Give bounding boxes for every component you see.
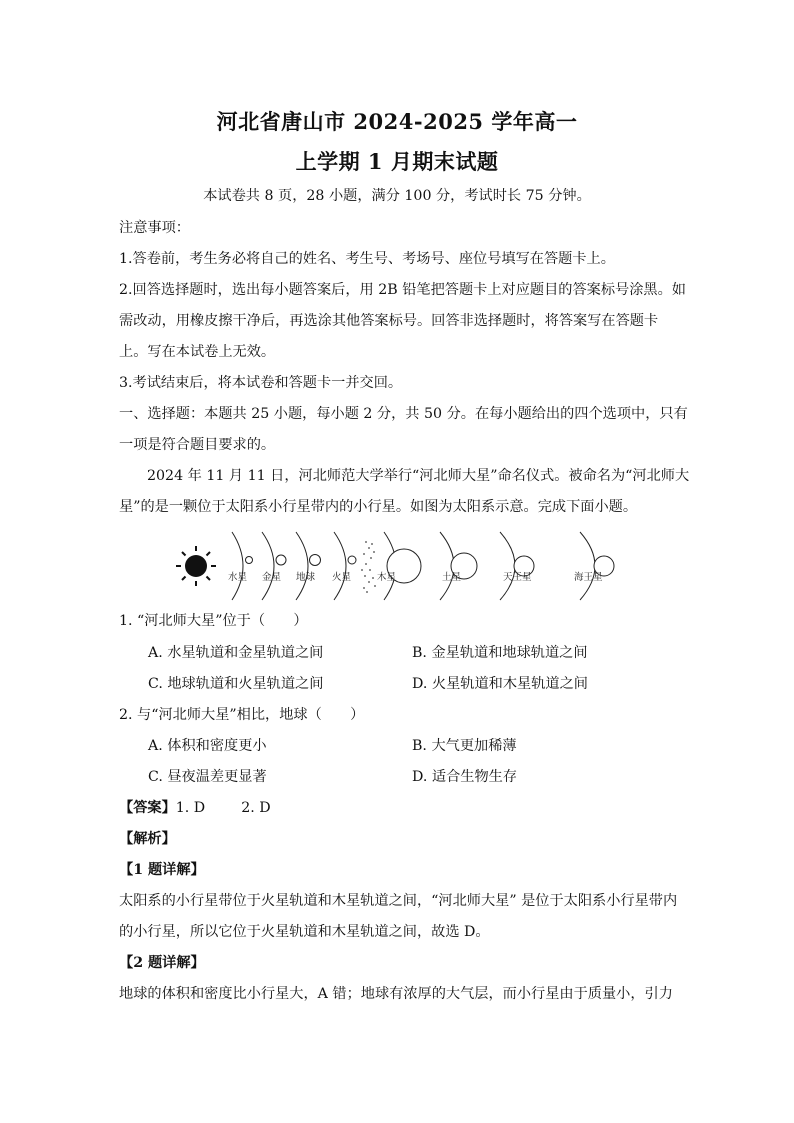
exam-title-line2: 上学期 1 月期末试题 [295,149,499,174]
mars-planet [348,556,356,564]
question-2-stem: 2. 与“河北师大星”相比，地球（ ） [119,707,365,723]
note-line: 需改动，用橡皮擦干净后，再选涂其他答案标号。回答非选择题时，将答案写在答题卡 [119,313,659,329]
mercury-planet [246,557,253,564]
exam-subtitle: 本试卷共 8 页，28 小题，满分 100 分，考试时长 75 分钟。 [203,188,591,204]
earth-label: 地球 [296,572,316,583]
neptune-label: 海王星 [574,572,603,583]
detail1-line: 的小行星，所以它位于火星轨道和木星轨道之间，故选 D。 [119,924,490,940]
answer-label: 【答案】 [119,800,176,816]
q1-option-d: D. 火星轨道和木星轨道之间 [412,676,588,692]
note-line: 1.答卷前，考生务必将自己的姓名、考生号、考场号、座位号填写在答题卡上。 [119,251,615,267]
venus-label: 金星 [262,572,282,583]
mars-label: 火星 [332,572,352,583]
earth-planet [310,555,321,566]
note-line: 2.回答选择题时，选出每小题答案后，用 2B 铅笔把答题卡上对应题目的答案标号涂黑。如 [119,282,686,298]
passage-line: 星”的是一颗位于太阳系小行星带内的小行星。如图为太阳系示意。完成下面小题。 [119,499,638,515]
q1-option-a: A. 水星轨道和金星轨道之间 [148,645,324,661]
saturn-label: 土星 [442,572,462,583]
section-heading-line: 一项是符合题目要求的。 [119,437,276,453]
asteroid-belt [361,541,376,593]
note-line: 上。写在本试卷上无效。 [119,344,276,360]
sun-icon [176,546,216,586]
question-1-stem: 1. “河北师大星”位于（ ） [119,613,308,629]
q2-option-a: A. 体积和密度更小 [148,738,267,754]
jupiter-label: 木星 [377,572,397,583]
solar-system-diagram [170,530,620,602]
venus-planet [276,555,286,565]
detail2-line: 地球的体积和密度比小行星大，A 错；地球有浓厚的大气层，而小行星由于质量小，引力 [119,986,673,1002]
q2-option-b: B. 大气更加稀薄 [412,738,517,754]
mercury-label: 水星 [228,572,248,583]
q2-option-d: D. 适合生物生存 [412,769,518,785]
q2-option-c: C. 昼夜温差更显著 [148,769,267,785]
passage-line: 2024 年 11 月 11 日，河北师范大学举行“河北师大星”命名仪式。被命名为“河北师大 [147,468,690,484]
detail1-line: 太阳系的小行星带位于火星轨道和木星轨道之间，“河北师大星” 是位于太阳系小行星带内 [119,893,678,909]
q1-option-c: C. 地球轨道和火星轨道之间 [148,676,324,692]
note-line: 3.考试结束后，将本试卷和答题卡一并交回。 [119,375,403,391]
detail2-heading: 【2 题详解】 [119,955,205,971]
analysis-heading: 【解析】 [119,831,176,847]
answer-line [119,798,271,818]
answer-value: 1. D 2. D [175,800,271,816]
q1-option-b: B. 金星轨道和地球轨道之间 [412,645,588,661]
uranus-label: 天王星 [503,572,532,583]
exam-title-line1: 河北省唐山市 2024-2025 学年高一 [216,109,578,134]
section-heading-line: 一、选择题：本题共 25 小题，每小题 2 分，共 50 分。在每小题给出的四个选项中，只有 [119,406,688,422]
notes-heading: 注意事项： [119,220,190,236]
detail1-heading: 【1 题详解】 [119,862,205,878]
